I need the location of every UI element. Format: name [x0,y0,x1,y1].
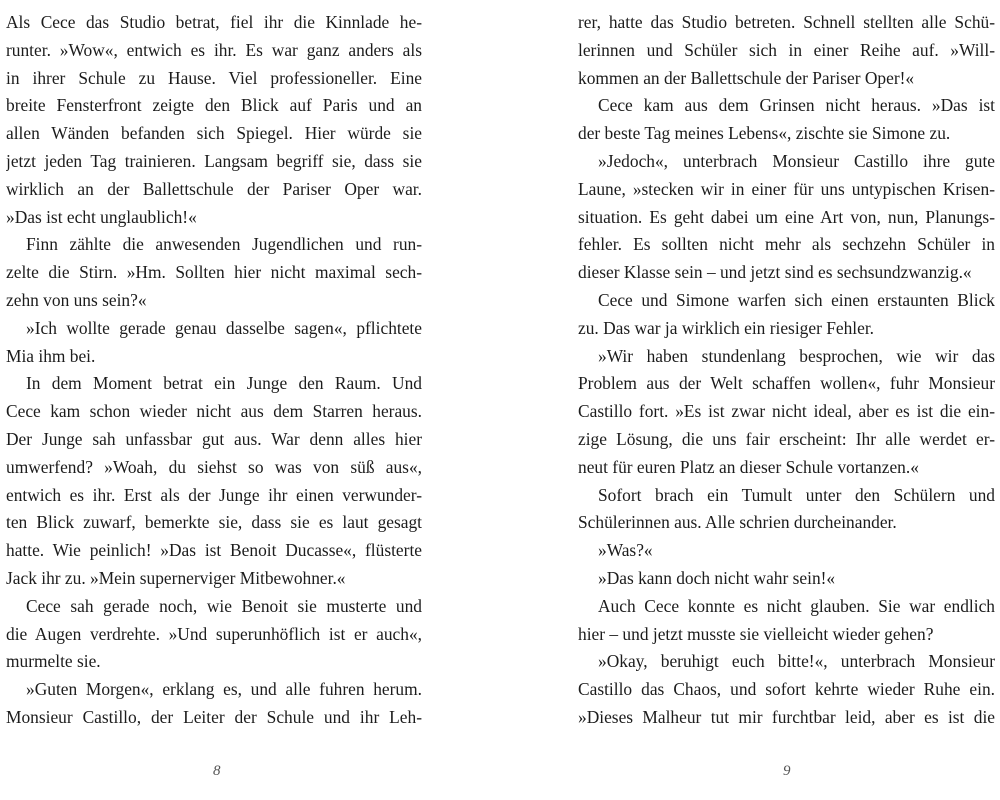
text-line: rer, hatte das Studio betreten. Schnell stellten alle Schü- [578,12,995,32]
text-line: zehn von uns sein?« [6,289,147,310]
text-line: hier – und jetzt musste sie vielleicht wieder gehen? [578,623,934,644]
text-line: Als Cece das Studio betrat, fiel ihr die Kinnlade he- [6,12,422,32]
text-line: »Wir haben stundenlang besprochen, wie wir das [598,345,995,366]
text-line: Castillo das Chaos, und sofort kehrte wieder Ruhe ein. [578,679,995,700]
text-line: »Guten Morgen«, erklang es, und alle fuhren herum. [26,679,422,700]
text-line: Schülerinnen aus. Alle schrien durcheinander. [578,512,897,533]
text-line: Der Junge sah unfassbar gut aus. War denn alles hier [6,428,422,449]
text-line: lerinnen und Schüler sich in einer Reihe auf. »Will- [578,39,995,60]
text-line: situation. Es geht dabei um eine Art von, nun, Planungs- [578,206,995,227]
text-line: in ihrer Schule zu Hause. Viel professioneller. Eine [6,67,422,88]
text-line: allen Wänden befanden sich Spiegel. Hier würde sie [6,123,422,144]
text-line: Castillo fort. »Es ist zwar nicht ideal, aber es ist die ein- [578,401,995,422]
text-line: Finn zählte die anwesenden Jugendlichen und run- [26,234,422,255]
text-line: zu. Das war ja wirklich ein riesiger Fehler. [578,317,875,338]
text-line: ten Blick zuwarf, bemerkte sie, dass sie es laut gesagt [6,512,422,533]
text-line: zige Lösung, die uns fair erscheint: Ihr alle werdet er- [578,428,995,449]
text-line: Sofort brach ein Tumult unter den Schülern und [598,484,995,505]
text-line: Cece sah gerade noch, wie Benoit sie musterte und [26,595,422,616]
text-line: die Augen verdrehte. »Und superunhöflich ist er auch«, [6,623,422,644]
text-line: »Das ist echt unglaublich!« [6,206,197,227]
text-line: runter. »Wow«, entwich es ihr. Es war ganz anders als [6,39,422,60]
text-line: »Ich wollte gerade genau dasselbe sagen«, pflichtete [26,317,422,338]
text-line: der beste Tag meines Lebens«, zischte sie Simone zu. [578,123,951,144]
text-line: »Was?« [598,540,653,561]
text-line: wirklich an der Ballettschule der Pariser Oper war. [6,178,422,199]
text-line: »Jedoch«, unterbrach Monsieur Castillo ihre gute [598,150,995,171]
text-line: »Okay, beruhigt euch bitte!«, unterbrach Monsieur [598,651,995,672]
left-page-text [6,9,422,732]
right-page-number: 9 [783,763,791,779]
left-page [6,0,422,800]
text-line: Problem aus der Welt schaffen wollen«, fuhr Monsieur [578,373,995,394]
text-line: Cece kam aus dem Grinsen nicht heraus. »Das ist [598,95,995,116]
text-line: murmelte sie. [6,651,101,672]
text-line: umwerfend? »Woah, du siehst so was von süß aus«, [6,456,422,477]
text-line: Cece und Simone warfen sich einen erstaunten Blick [598,289,995,310]
text-line: fehler. Es sollten nicht mehr als sechzehn Schüler in [578,234,995,255]
text-line: zelte die Stirn. »Hm. Sollten hier nicht maximal sech- [6,262,422,283]
text-line: Jack ihr zu. »Mein supernerviger Mitbewohner.« [6,567,346,588]
text-line: neut für euren Platz an dieser Schule vortanzen.« [578,456,919,477]
text-line: »Das kann doch nicht wahr sein!« [598,567,836,588]
text-line: In dem Moment betrat ein Junge den Raum. Und [26,373,422,394]
text-line: »Dieses Malheur tut mir furchtbar leid, aber es ist die [578,706,995,727]
text-line: breite Fensterfront zeigte den Blick auf Paris und an [6,95,422,116]
text-line: hatte. Wie peinlich! »Das ist Benoit Ducasse«, flüsterte [6,540,422,561]
text-line: Laune, »stecken wir in einer für uns untypischen Krisen- [578,178,995,199]
text-line: kommen an der Ballettschule der Pariser Oper!« [578,67,915,88]
text-line: Monsieur Castillo, der Leiter der Schule und ihr Leh- [6,706,422,727]
text-line: dieser Klasse sein – und jetzt sind es sechsundzwanzig.« [578,262,972,283]
right-page-text [578,9,995,732]
right-page [578,0,995,800]
text-line: entwich es ihr. Erst als der Junge ihr einen verwunder- [6,484,422,505]
text-line: Mia ihm bei. [6,345,96,366]
text-line: Cece kam schon wieder nicht aus dem Starren heraus. [6,401,422,422]
left-page-number: 8 [213,763,221,779]
text-line: jetzt jeden Tag trainieren. Langsam begriff sie, dass sie [6,150,422,171]
text-line: Auch Cece konnte es nicht glauben. Sie war endlich [598,595,995,616]
